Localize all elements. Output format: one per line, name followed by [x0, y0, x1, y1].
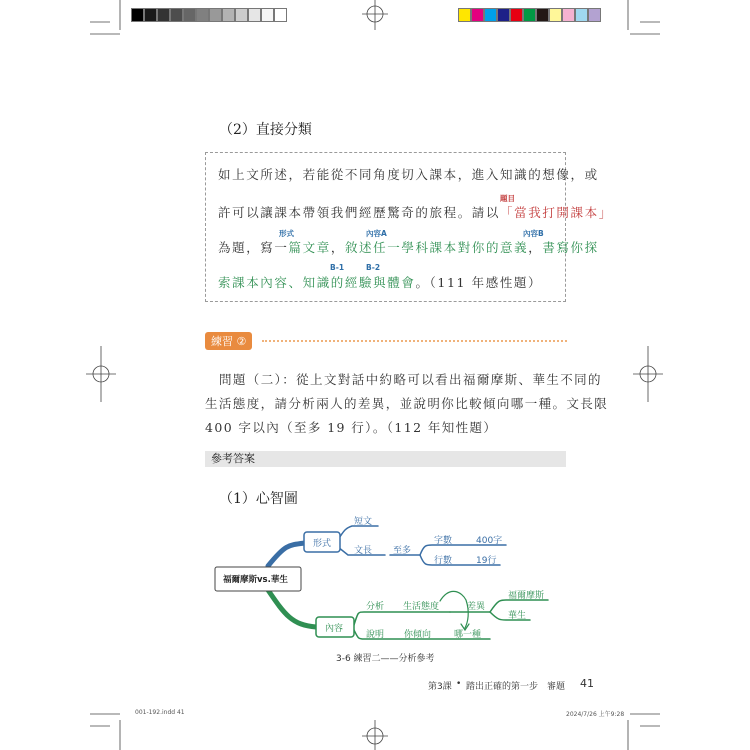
mm-content-label: 內容: [325, 624, 344, 634]
slug-date: 2024/7/26 上午9:28: [566, 711, 625, 718]
mm-watson-label: 華生: [508, 611, 527, 621]
prompt-content-a-phrase: 敘述任一學科課本對你的意義: [344, 240, 529, 255]
mm-chars-value: 400字: [476, 536, 503, 546]
branch-content-to-analysis: [354, 612, 450, 625]
annotation-b2: B-2: [366, 263, 381, 272]
mm-lines-label: 行數: [434, 556, 453, 566]
slug-file: 001-192.indd 41: [135, 709, 185, 716]
section-heading-mindmap: （1）心智圖: [219, 491, 298, 507]
prompt-line-4-a: 索課本內容、: [218, 275, 303, 290]
prompt-line-4-e: 。（111 年感性題）: [415, 275, 543, 290]
annotation-content-b: 內容B: [523, 229, 544, 238]
mm-length-label: 文長: [354, 546, 373, 556]
prompt-b2-phrase: 體會: [387, 275, 416, 290]
footer-chapter: 第3課: [428, 682, 452, 692]
footer-bullet: •: [456, 679, 462, 689]
annotation-form: 形式: [279, 229, 294, 238]
mm-which-label: 哪一種: [454, 630, 482, 640]
mm-explain-label: 說明: [366, 630, 385, 640]
question-line-2: 生活態度，請分析兩人的差異，並說明你比較傾向哪一種。文長限: [205, 396, 609, 411]
section-heading-direct: （2）直接分類: [219, 122, 312, 138]
prompt-line-3-e: ，: [528, 240, 543, 255]
reference-answer-bar: 參考答案: [205, 451, 566, 467]
mm-attitude-label: 生活態度: [403, 602, 440, 612]
prompt-b1-phrase: 知識的經驗: [302, 275, 374, 290]
question-line-1: 問題（二）：從上文對話中約略可以看出福爾摩斯、華生不同的: [219, 372, 602, 387]
mm-lean-label: 你傾向: [404, 630, 432, 640]
annotation-title: 題目: [500, 194, 515, 203]
branch-form-to-short: [338, 526, 378, 540]
branch-root-to-content: [268, 590, 316, 627]
mm-root-label: 福爾摩斯vs.華生: [223, 575, 288, 585]
mm-short-label: 短文: [354, 517, 373, 527]
mm-chars-label: 字數: [434, 536, 453, 546]
footer-title: 踏出正確的第一步 審題: [466, 682, 566, 692]
question-line-3: 400 字以內（至多 19 行）。（112 年知性題）: [205, 420, 498, 435]
connector-arrow: [440, 591, 468, 628]
prompt-line-3-a: 為題，寫一: [218, 240, 289, 255]
prompt-line-4-c: 與: [373, 275, 388, 290]
prompt-form-phrase: 篇文章: [288, 240, 331, 255]
prompt-content-b-phrase: 書寫你探: [542, 240, 599, 255]
mm-diff-label: 差異: [467, 602, 486, 612]
prompt-line-2-text: 許可以讓課本帶領我們經歷驚奇的旅程。請以: [218, 205, 501, 220]
branch-root-to-form: [268, 543, 305, 566]
prompt-line-1: 如上文所述，若能從不同角度切入課本，進入知識的想像，或: [218, 167, 599, 182]
prompt-line-3-c: ，: [330, 240, 345, 255]
figure-caption: 3-6 練習二——分析參考: [336, 654, 435, 664]
annotation-b1: B-1: [330, 263, 345, 272]
annotation-content-a: 內容A: [366, 229, 387, 238]
mm-form-label: 形式: [313, 539, 332, 549]
page-number: 41: [580, 677, 594, 690]
mm-atmost-label: 至多: [393, 546, 412, 556]
mm-holmes-label: 福爾摩斯: [508, 591, 545, 601]
exercise-tag: 練習 ②: [205, 332, 252, 350]
mm-lines-value: 19行: [476, 556, 497, 566]
prompt-topic: 「當我打開課本」: [500, 205, 613, 220]
mm-analysis-label: 分析: [366, 602, 385, 612]
